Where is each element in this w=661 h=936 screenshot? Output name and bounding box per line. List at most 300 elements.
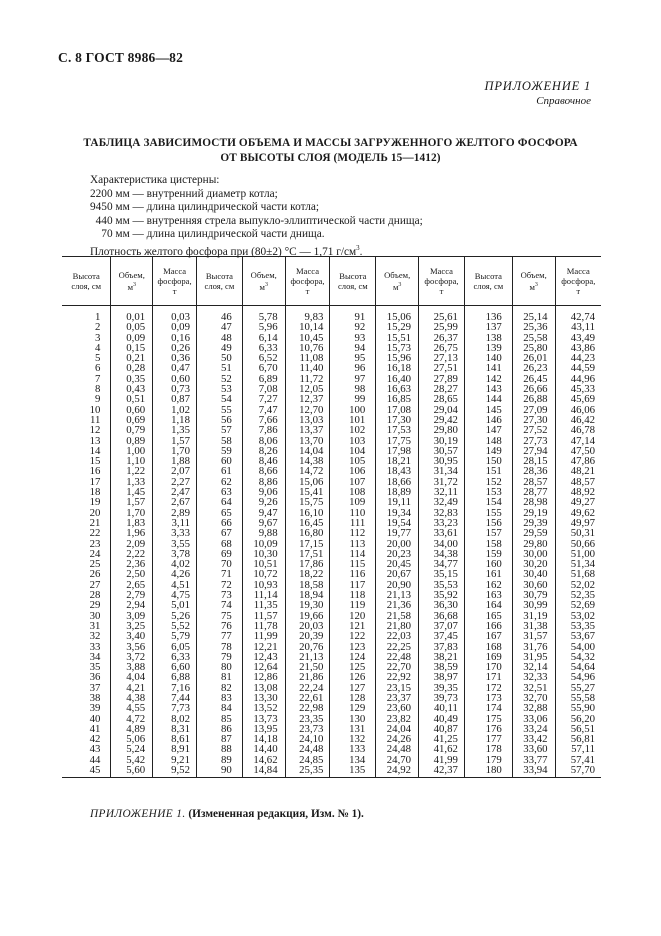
- table-cell: 32,83: [419, 508, 465, 518]
- table-cell: 41,62: [419, 744, 465, 754]
- table-cell: 54,00: [555, 642, 601, 652]
- table-cell: 4,38: [111, 693, 153, 703]
- table-cell: 29,39: [512, 518, 555, 528]
- table-cell: 11,99: [242, 631, 285, 641]
- table-cell: 99: [330, 394, 376, 404]
- table-cell: 21,86: [285, 672, 330, 682]
- table-cell: 1,22: [111, 466, 153, 476]
- table-cell: 30: [89, 609, 101, 622]
- table-cell: 2,27: [153, 477, 197, 487]
- table-cell: 49: [196, 343, 242, 353]
- table-cell: 25,80: [512, 343, 555, 353]
- table-cell: 8,66: [242, 466, 285, 476]
- table-cell: 158: [464, 539, 512, 549]
- table-cell: 50,31: [555, 528, 601, 538]
- table-cell: 24,26: [376, 734, 419, 744]
- table-cell: 10,76: [285, 343, 330, 353]
- table-cell: 52,69: [555, 600, 601, 610]
- table-cell: 162: [464, 580, 512, 590]
- table-cell: 137: [464, 322, 512, 332]
- table-cell: 21,80: [376, 621, 419, 631]
- table-cell: 154: [464, 497, 512, 507]
- table-cell: 28,57: [512, 477, 555, 487]
- table-cell: 0,79: [111, 425, 153, 435]
- tank-specification: [90, 174, 423, 259]
- table-cell: 28,36: [512, 466, 555, 476]
- table-row: [62, 765, 601, 778]
- table-cell: 2,67: [153, 497, 197, 507]
- table-cell: 17,53: [376, 425, 419, 435]
- table-cell: 14,62: [242, 755, 285, 765]
- table-cell: 62: [196, 477, 242, 487]
- table-cell: 3,09: [111, 611, 153, 621]
- table-cell: 1,00: [111, 446, 153, 456]
- table-cell: 23,37: [376, 693, 419, 703]
- table-cell: 55,90: [555, 703, 601, 713]
- table-cell: 18,22: [285, 569, 330, 579]
- table-cell: 0,43: [111, 384, 153, 394]
- table-cell: 116: [330, 569, 376, 579]
- table-cell: 3,55: [153, 539, 197, 549]
- table-cell: 173: [464, 693, 512, 703]
- table-cell: 28,65: [419, 394, 465, 404]
- table-cell: 104: [330, 446, 376, 456]
- table-cell: 133: [330, 744, 376, 754]
- table-cell: 28,27: [419, 384, 465, 394]
- table-cell: 121: [330, 621, 376, 631]
- column-header-height: Высота слоя, см: [62, 257, 111, 306]
- table-cell: 4,02: [153, 559, 197, 569]
- table-cell: 85: [196, 714, 242, 724]
- table-cell: 11,57: [242, 611, 285, 621]
- table-cell: 0,51: [111, 394, 153, 404]
- table-cell: 0,15: [111, 343, 153, 353]
- table-cell: 139: [464, 343, 512, 353]
- table-cell: 19: [89, 496, 101, 509]
- table-cell: 5: [95, 352, 101, 365]
- table-cell: 60: [196, 456, 242, 466]
- table-cell: 96: [330, 363, 376, 373]
- table-cell: 32,49: [419, 497, 465, 507]
- table-cell: 79: [196, 652, 242, 662]
- table-cell: 10,09: [242, 539, 285, 549]
- table-cell: 1,88: [153, 456, 197, 466]
- table-cell: 20,03: [285, 621, 330, 631]
- table-row: [62, 631, 601, 641]
- table-cell: 34,00: [419, 539, 465, 549]
- table-cell: 156: [464, 518, 512, 528]
- table-cell: 179: [464, 755, 512, 765]
- table-cell: 6,52: [242, 353, 285, 363]
- table-cell: 25,36: [512, 322, 555, 332]
- table-cell: 151: [464, 466, 512, 476]
- table-cell: 30,99: [512, 600, 555, 610]
- table-cell: 40: [89, 712, 101, 725]
- table-cell: 90: [196, 765, 242, 778]
- table-cell: 180: [464, 765, 512, 778]
- table-cell: 50: [196, 353, 242, 363]
- table-cell: 48,57: [555, 477, 601, 487]
- table-cell: 44,23: [555, 353, 601, 363]
- table-cell: 26,66: [512, 384, 555, 394]
- table-cell: 48: [196, 333, 242, 343]
- table-cell: 131: [330, 724, 376, 734]
- table-cell: 22,25: [376, 642, 419, 652]
- table-cell: 21,50: [285, 662, 330, 672]
- table-cell: 7,66: [242, 415, 285, 425]
- footnote: [90, 808, 364, 820]
- table-cell: 7,47: [242, 405, 285, 415]
- table-cell: 3,72: [111, 652, 153, 662]
- table-cell: 1,45: [111, 487, 153, 497]
- footnote-label: ПРИЛОЖЕНИЕ 1.: [90, 808, 186, 820]
- table-cell: 175: [464, 714, 512, 724]
- table-cell: 13,52: [242, 703, 285, 713]
- table-cell: 48,92: [555, 487, 601, 497]
- table-cell: 4,26: [153, 569, 197, 579]
- appendix-number: ПРИЛОЖЕНИЕ 1: [484, 79, 591, 93]
- table-cell: 27,13: [419, 353, 465, 363]
- table-cell: 33,23: [419, 518, 465, 528]
- table-cell: 34,77: [419, 559, 465, 569]
- table-cell: 147: [464, 425, 512, 435]
- table-cell: 74: [196, 600, 242, 610]
- table-cell: 70: [196, 559, 242, 569]
- table-cell: 68: [196, 539, 242, 549]
- table-cell: 107: [330, 477, 376, 487]
- table-cell: 105: [330, 456, 376, 466]
- table-cell: 164: [464, 600, 512, 610]
- table-cell: 0,60: [153, 374, 197, 384]
- table-cell: 2,79: [111, 590, 153, 600]
- table-cell: 37,83: [419, 642, 465, 652]
- table-cell: 23,82: [376, 714, 419, 724]
- table-cell: 17,51: [285, 549, 330, 559]
- table-cell: 40,49: [419, 714, 465, 724]
- table-cell: 30,19: [419, 436, 465, 446]
- table-cell: 1,10: [111, 456, 153, 466]
- table-cell: 27,09: [512, 405, 555, 415]
- table-cell: 1,35: [153, 425, 197, 435]
- table-cell: 98: [330, 384, 376, 394]
- table-cell: 30,40: [512, 569, 555, 579]
- table-cell: 14,38: [285, 456, 330, 466]
- table-cell: 146: [464, 415, 512, 425]
- table-cell: 29,19: [512, 508, 555, 518]
- table-cell: 1,96: [111, 528, 153, 538]
- table-cell: 66: [196, 518, 242, 528]
- table-cell: 2,36: [111, 559, 153, 569]
- table-cell: 33: [89, 640, 101, 653]
- table-cell: 43,49: [555, 333, 601, 343]
- table-cell: 31,34: [419, 466, 465, 476]
- table-cell: 8,86: [242, 477, 285, 487]
- table-cell: 2,89: [153, 508, 197, 518]
- table-cell: 13,03: [285, 415, 330, 425]
- table-cell: 9,83: [285, 306, 330, 323]
- table-cell: 27,89: [419, 374, 465, 384]
- table-cell: 14,18: [242, 734, 285, 744]
- density-exponent: 3: [356, 243, 360, 252]
- footnote-text: (Измененная редакция, Изм. № 1).: [188, 808, 364, 820]
- table-cell: 22,61: [285, 693, 330, 703]
- table-cell: 69: [196, 549, 242, 559]
- table-cell: 37: [89, 681, 101, 694]
- table-cell: 22: [89, 527, 101, 540]
- table-cell: 6,33: [242, 343, 285, 353]
- table-cell: 12,37: [285, 394, 330, 404]
- column-header-volume: Объем, $м^3$: [376, 257, 419, 306]
- table-cell: 120: [330, 611, 376, 621]
- table-cell: 21,36: [376, 600, 419, 610]
- table-cell: 30,20: [512, 559, 555, 569]
- table-cell: 38: [89, 691, 101, 704]
- table-cell: 51,00: [555, 549, 601, 559]
- table-cell: 115: [330, 559, 376, 569]
- table-cell: 152: [464, 477, 512, 487]
- table-cell: 93: [330, 333, 376, 343]
- table-cell: 46,78: [555, 425, 601, 435]
- table-cell: 23,15: [376, 683, 419, 693]
- table-cell: 0,03: [153, 306, 197, 323]
- table-cell: 61: [196, 466, 242, 476]
- column-header-mass: Масса фосфора, т: [555, 257, 601, 306]
- table-cell: 33,94: [512, 765, 555, 778]
- table-cell: 10,14: [285, 322, 330, 332]
- table-cell: 140: [464, 353, 512, 363]
- table-cell: 1,70: [111, 508, 153, 518]
- column-header-mass: Масса фосфора, т: [285, 257, 330, 306]
- table-cell: 8,91: [153, 744, 197, 754]
- title-line-2: ОТ ВЫСОТЫ СЛОЯ (МОДЕЛЬ 15—1412): [220, 152, 441, 164]
- table-cell: 9,47: [242, 508, 285, 518]
- table-cell: 174: [464, 703, 512, 713]
- table-cell: 176: [464, 724, 512, 734]
- table-cell: 76: [196, 621, 242, 631]
- table-cell: 47,14: [555, 436, 601, 446]
- table-cell: 35,53: [419, 580, 465, 590]
- table-cell: 6,89: [242, 374, 285, 384]
- column-header-volume: Объем, $м^3$: [242, 257, 285, 306]
- table-cell: 45,69: [555, 394, 601, 404]
- table-cell: 31,76: [512, 642, 555, 652]
- table-cell: 5,01: [153, 600, 197, 610]
- table-cell: 20,00: [376, 539, 419, 549]
- table-cell: 113: [330, 539, 376, 549]
- table-cell: 53,02: [555, 611, 601, 621]
- table-cell: 7,86: [242, 425, 285, 435]
- table-cell: 37,07: [419, 621, 465, 631]
- table-cell: 17,86: [285, 559, 330, 569]
- table-cell: 86: [196, 724, 242, 734]
- table-cell: 35: [89, 661, 101, 674]
- table-cell: 21,13: [376, 590, 419, 600]
- table-cell: 100: [330, 405, 376, 415]
- table-cell: 13,08: [242, 683, 285, 693]
- table-cell: 38,97: [419, 672, 465, 682]
- table-cell: 129: [330, 703, 376, 713]
- table-cell: 22,48: [376, 652, 419, 662]
- table-cell: 19,11: [376, 497, 419, 507]
- table-cell: 97: [330, 374, 376, 384]
- table-cell: 5,60: [111, 765, 153, 778]
- table-cell: 14,04: [285, 446, 330, 456]
- table-cell: 31: [89, 619, 101, 632]
- table-cell: 42: [89, 733, 101, 746]
- table-cell: 0,09: [153, 322, 197, 332]
- table-cell: 26,45: [512, 374, 555, 384]
- table-cell: 51,34: [555, 559, 601, 569]
- table-cell: 144: [464, 394, 512, 404]
- table-cell: 17,08: [376, 405, 419, 415]
- table-cell: 12,43: [242, 652, 285, 662]
- table-cell: 11,14: [242, 590, 285, 600]
- table-cell: 49,27: [555, 497, 601, 507]
- table-cell: 0,89: [111, 436, 153, 446]
- appendix-type: Справочное: [536, 95, 591, 107]
- table-cell: 22,24: [285, 683, 330, 693]
- spec-line: 440 мм — внутренняя стрела выпукло-эллиптической части днища;: [90, 214, 423, 227]
- table-cell: 18: [89, 486, 101, 499]
- table-cell: 117: [330, 580, 376, 590]
- table-cell: 78: [196, 642, 242, 652]
- table-cell: 157: [464, 528, 512, 538]
- table-cell: 95: [330, 353, 376, 363]
- table-cell: 56,51: [555, 724, 601, 734]
- table-row: [62, 306, 601, 323]
- table-cell: 19,30: [285, 600, 330, 610]
- table-cell: 45,33: [555, 384, 601, 394]
- table-cell: 55,27: [555, 683, 601, 693]
- table-cell: 40,87: [419, 724, 465, 734]
- table-cell: 26,88: [512, 394, 555, 404]
- table-cell: 153: [464, 487, 512, 497]
- table-cell: 15,29: [376, 322, 419, 332]
- table-cell: 1,83: [111, 518, 153, 528]
- table-cell: 149: [464, 446, 512, 456]
- table-cell: 20,23: [376, 549, 419, 559]
- table-cell: 9: [95, 393, 101, 406]
- table-cell: 18,43: [376, 466, 419, 476]
- table-cell: 82: [196, 683, 242, 693]
- table-cell: 128: [330, 693, 376, 703]
- table-cell: 15,73: [376, 343, 419, 353]
- table-cell: 2,94: [111, 600, 153, 610]
- table-cell: 24,04: [376, 724, 419, 734]
- table-cell: 5,42: [111, 755, 153, 765]
- document-title: [70, 136, 591, 166]
- table-cell: 2,50: [111, 569, 153, 579]
- table-cell: 14,72: [285, 466, 330, 476]
- table-cell: 111: [330, 518, 376, 528]
- table-cell: 118: [330, 590, 376, 600]
- column-header-height: Высота слоя, см: [464, 257, 512, 306]
- table-cell: 27: [89, 578, 101, 591]
- table-cell: 51,68: [555, 569, 601, 579]
- table-cell: 172: [464, 683, 512, 693]
- table-cell: 3,11: [153, 518, 197, 528]
- table-cell: 56,81: [555, 734, 601, 744]
- table-cell: 81: [196, 672, 242, 682]
- table-cell: 51: [196, 363, 242, 373]
- table-cell: 8,26: [242, 446, 285, 456]
- table-cell: 126: [330, 672, 376, 682]
- table-cell: 19,34: [376, 508, 419, 518]
- table-cell: 31,19: [512, 611, 555, 621]
- table-cell: 32,70: [512, 693, 555, 703]
- table-cell: 7: [95, 372, 101, 385]
- table-cell: 18,58: [285, 580, 330, 590]
- table-cell: 20: [89, 506, 101, 519]
- column-header-volume: Объем, $м^3$: [111, 257, 153, 306]
- table-cell: 0,69: [111, 415, 153, 425]
- table-cell: 8,02: [153, 714, 197, 724]
- table-cell: 138: [464, 333, 512, 343]
- table-cell: 71: [196, 569, 242, 579]
- table-cell: 27,52: [512, 425, 555, 435]
- table-cell: 4,89: [111, 724, 153, 734]
- table-cell: 0,47: [153, 363, 197, 373]
- table-cell: 22,98: [285, 703, 330, 713]
- table-cell: 1,57: [111, 497, 153, 507]
- table-cell: 148: [464, 436, 512, 446]
- table-cell: 52,35: [555, 590, 601, 600]
- table-cell: 42,74: [555, 306, 601, 323]
- table-cell: 24: [89, 547, 101, 560]
- table-cell: 17: [89, 475, 101, 488]
- table-cell: 13,37: [285, 425, 330, 435]
- table-cell: 15,96: [376, 353, 419, 363]
- table-cell: 59: [196, 446, 242, 456]
- table-cell: 18,66: [376, 477, 419, 487]
- table-cell: 150: [464, 456, 512, 466]
- table-cell: 43,86: [555, 343, 601, 353]
- table-cell: 0,21: [111, 353, 153, 363]
- table-cell: 16,10: [285, 508, 330, 518]
- density-text: Плотность желтого фосфора при (80±2) °С — 1,71 г/см: [90, 245, 357, 258]
- table-cell: 29,80: [419, 425, 465, 435]
- spec-line: 9450 мм — длина цилиндрической части котла;: [90, 201, 320, 213]
- table-cell: 10,51: [242, 559, 285, 569]
- table-cell: 0,26: [153, 343, 197, 353]
- table-cell: 125: [330, 662, 376, 672]
- table-cell: 16,80: [285, 528, 330, 538]
- spec-heading: Характеристика цистерны:: [90, 174, 220, 186]
- table-cell: 6,14: [242, 333, 285, 343]
- table-cell: 7,16: [153, 683, 197, 693]
- table-cell: 41,25: [419, 734, 465, 744]
- table-cell: 36,30: [419, 600, 465, 610]
- table-cell: 31,95: [512, 652, 555, 662]
- table-cell: 57,70: [555, 765, 601, 778]
- table-cell: 2,22: [111, 549, 153, 559]
- table-cell: 119: [330, 600, 376, 610]
- table-cell: 11,35: [242, 600, 285, 610]
- table-cell: 101: [330, 415, 376, 425]
- table-cell: 124: [330, 652, 376, 662]
- table-cell: 8: [95, 383, 101, 396]
- table-cell: 161: [464, 569, 512, 579]
- table-cell: 11,72: [285, 374, 330, 384]
- table-cell: 28,15: [512, 456, 555, 466]
- table-cell: 4,04: [111, 672, 153, 682]
- table-cell: 23: [89, 537, 101, 550]
- table-cell: 29,59: [512, 528, 555, 538]
- table-row: [62, 528, 601, 538]
- table-cell: 9,06: [242, 487, 285, 497]
- table-cell: 28,77: [512, 487, 555, 497]
- table-cell: 54,64: [555, 662, 601, 672]
